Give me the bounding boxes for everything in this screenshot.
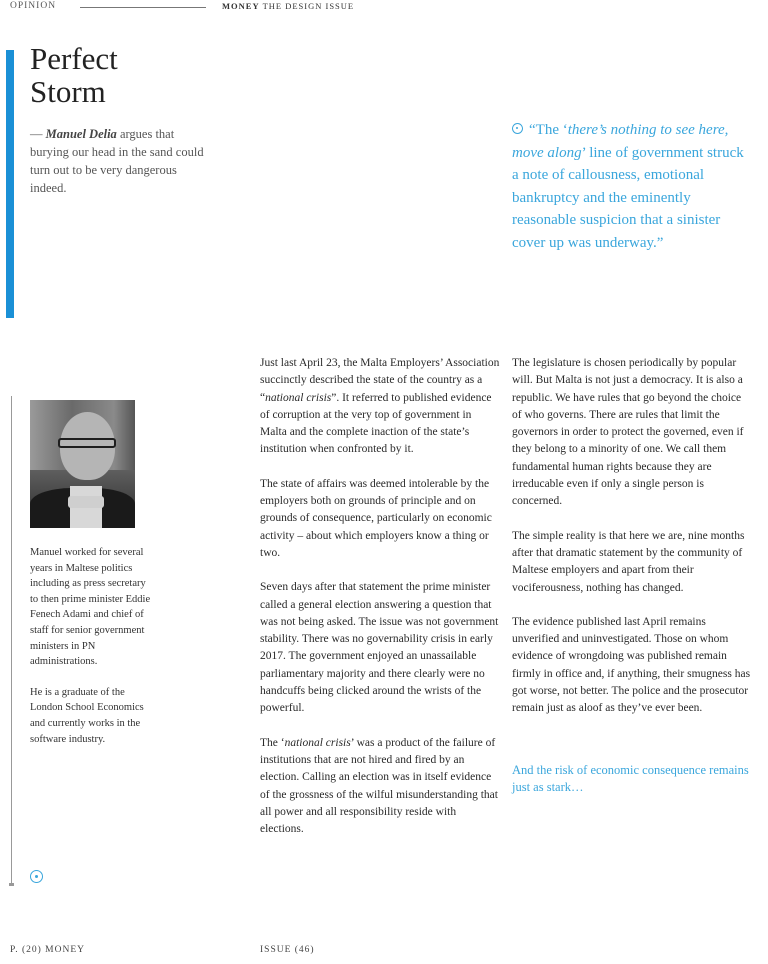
body-paragraph: The simple reality is that here we are, nine months after that dramatic statement by the community of Maltese employers and apart from their vociferousness, nothing has changed. bbox=[512, 529, 745, 594]
title-line-1: Perfect bbox=[30, 41, 118, 76]
text: ’ was a product of the failure of institutions that are not hired and fired by an election. Calling an election was in itself evidence of the grossness of the wilful misunderstanding that all power and all responsibility reside with elections. bbox=[260, 736, 498, 836]
author-name: Manuel Delia bbox=[45, 127, 117, 141]
quote-italic: there’s nothing to see here, move along bbox=[512, 122, 729, 161]
header-divider bbox=[80, 7, 206, 8]
emphasis: national crisis bbox=[284, 736, 351, 749]
standfirst bbox=[30, 125, 205, 197]
section-label: OPINION bbox=[10, 1, 57, 11]
circle-dot-icon[interactable] bbox=[30, 870, 43, 883]
circle-dot-icon bbox=[512, 123, 523, 134]
emphasis: national crisis bbox=[265, 391, 332, 404]
body-paragraph: The evidence published last April remains unverified and uninvestigated. Those on whom evidence of wrongdoing was published remain firmly in office and, if anything, their smugness has got worse, not better. The police and the prosecutor remain just as aloof as they’ve ever been. bbox=[512, 615, 751, 715]
quote-rest: ’ line of government struck a note of callousness, emotional bankruptcy and the eminently reasonable suspicion that a sinister cover up was underway.” bbox=[512, 144, 744, 251]
magazine-name: MONEY bbox=[222, 1, 260, 11]
body-paragraph bbox=[260, 735, 500, 839]
body-column-2 bbox=[512, 355, 752, 813]
photo-bowtie bbox=[68, 496, 104, 508]
body-paragraph: Seven days after that statement the prime minister called a general election answering a question that was not being asked. The issue was not government stability. There was no governability crisis in early 2017. The government enjoyed an unassailable parliamentary majority and there clearly were no handcuffs being clicked around the wrists of the powerful. bbox=[260, 581, 499, 715]
author-photo bbox=[30, 400, 135, 528]
standfirst-text: argues that burying our head in the sand could turn out to be very dangerous indeed. bbox=[30, 127, 204, 195]
sidebar-rule bbox=[11, 396, 12, 884]
continue-teaser: And the risk of economic consequence remains just as stark… bbox=[512, 762, 749, 794]
text: ”. It referred to published evidence of corruption at the very top of government in Malta and the complete inaction of the state’s institution when confronted by it. bbox=[260, 391, 492, 456]
bio-paragraph-1: Manuel worked for several years in Maltese politics including as press secretary to then prime minister Eddie Fenech Adami and chief of staff for senior government ministers in PN administrations. bbox=[30, 547, 151, 668]
standfirst-dash: — bbox=[30, 127, 46, 141]
page-header bbox=[0, 0, 768, 14]
text: Just last April 23, the Malta Employers’ Association succinctly described the state of the country as a “ bbox=[260, 357, 500, 404]
accent-bar bbox=[6, 50, 14, 318]
bio-paragraph-2: He is a graduate of the London School Economics and currently works in the software industry. bbox=[30, 686, 144, 745]
title-line-2: Storm bbox=[30, 74, 106, 109]
body-paragraph: The legislature is chosen periodically by popular will. But Malta is not just a democracy. It is also a republic. We have rules that go beyond the choice of who governs. There are rules that limit the governors in order to protect the governed, even if they belong to a minority of one. We call them fundamental human rights because they are irreducable even if only a single person is concerned. bbox=[512, 357, 744, 508]
magazine-label bbox=[222, 1, 354, 11]
quote-open: “The ‘ bbox=[529, 122, 568, 138]
body-paragraph bbox=[260, 355, 500, 459]
magazine-issue-name: THE DESIGN ISSUE bbox=[259, 1, 355, 11]
pull-quote bbox=[512, 119, 752, 255]
body-paragraph: The state of affairs was deemed intolerable by the employers both on grounds of principle and on grounds of consequence, particularly on economic activity – about which employers know a thing or two. bbox=[260, 477, 492, 559]
author-bio bbox=[30, 545, 152, 762]
text: The ‘ bbox=[260, 736, 285, 749]
photo-glasses bbox=[58, 438, 116, 448]
issue-number: ISSUE (46) bbox=[260, 945, 315, 955]
body-column-1 bbox=[260, 355, 500, 855]
article-title bbox=[30, 42, 118, 108]
page-number: P. (20) MONEY bbox=[10, 945, 86, 955]
